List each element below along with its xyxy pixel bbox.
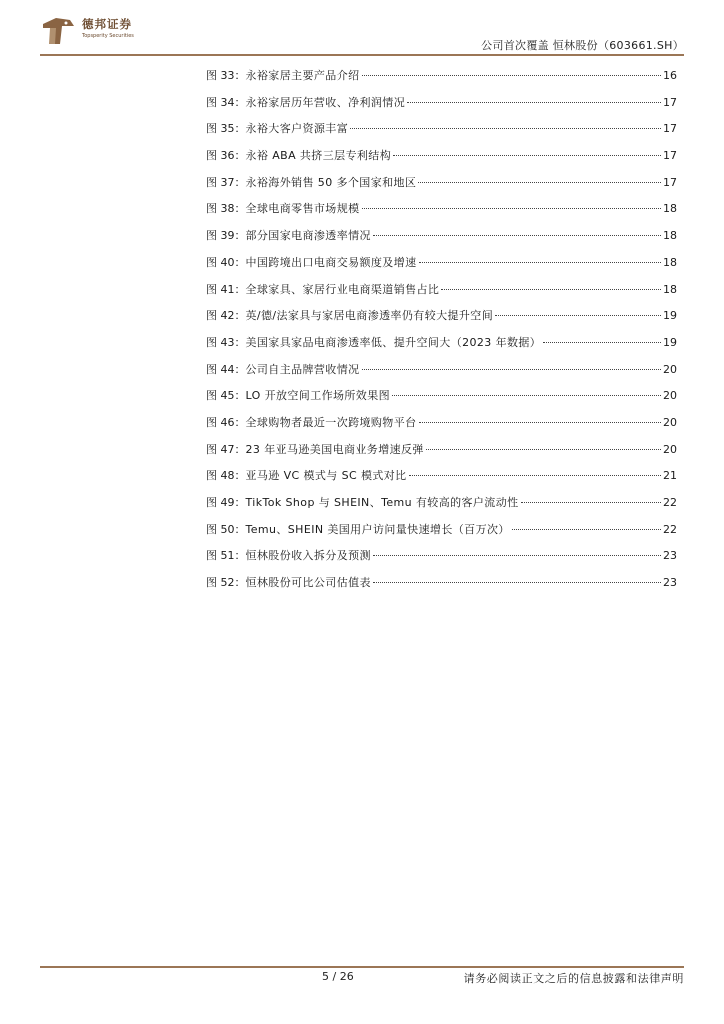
toc-figure-title: TikTok Shop 与 SHEIN、Temu 有较高的客户流动性 — [245, 496, 519, 509]
toc-leader-dots — [362, 198, 662, 209]
toc-leader-dots — [426, 439, 661, 450]
toc-figure-title: LO 开放空间工作场所效果图 — [245, 389, 390, 403]
toc-page-number: 18 — [663, 202, 677, 216]
logo-mark-icon — [40, 14, 78, 48]
toc-page-number: 17 — [663, 149, 677, 163]
toc-figure-label: 图 36： — [206, 149, 246, 163]
toc-figure-title: 23 年亚马逊美国电商业务增速反弹 — [245, 442, 424, 456]
footer-divider — [40, 966, 684, 968]
toc-page-number: 18 — [663, 282, 677, 296]
toc-leader-dots — [441, 279, 661, 290]
toc-figure-label: 图 49： — [206, 496, 246, 509]
toc-entry[interactable] — [206, 119, 677, 146]
toc-figure-title: Temu、SHEIN 美国用户访问量快速增长（百万次） — [245, 522, 510, 536]
toc-figure-title: 恒林股份可比公司估值表 — [245, 576, 371, 590]
toc-entry[interactable] — [206, 413, 677, 440]
toc-leader-dots — [495, 305, 661, 316]
toc-figure-title: 全球电商零售市场规模 — [245, 202, 360, 216]
toc-page-number: 21 — [663, 469, 677, 483]
toc-entry[interactable] — [206, 360, 677, 387]
toc-leader-dots — [373, 572, 661, 583]
report-tag: 公司首次覆盖 恒林股份（603661.SH） — [481, 39, 684, 52]
logo-english-name: Topsperity Securities — [82, 33, 134, 39]
toc-figure-label: 图 51： — [206, 549, 246, 563]
toc-figure-label: 图 34： — [206, 95, 246, 109]
toc-entry[interactable] — [206, 546, 677, 573]
toc-entry[interactable] — [206, 386, 677, 413]
toc-figure-label: 图 42： — [206, 309, 246, 323]
toc-figure-title: 永裕海外销售 50 多个国家和地区 — [245, 175, 417, 189]
toc-entry[interactable] — [206, 333, 677, 360]
toc-entry[interactable] — [206, 93, 677, 120]
toc-figure-title: 美国家具家品电商渗透率低、提升空间大（2023 年数据） — [245, 335, 542, 349]
toc-page-number: 23 — [663, 549, 677, 563]
toc-leader-dots — [419, 412, 662, 423]
toc-figure-label: 图 35： — [206, 122, 246, 136]
toc-page-number: 20 — [663, 362, 677, 376]
toc-leader-dots — [521, 492, 662, 503]
toc-leader-dots — [407, 92, 661, 103]
toc-page-number: 22 — [663, 496, 677, 509]
toc-page-number: 20 — [663, 389, 677, 403]
toc-entry[interactable] — [206, 573, 677, 600]
page-number: 5 / 26 — [322, 970, 354, 983]
toc-figure-title: 全球购物者最近一次跨境购物平台 — [245, 415, 417, 429]
toc-leader-dots — [543, 332, 661, 343]
toc-figure-title: 永裕大客户资源丰富 — [245, 122, 349, 136]
toc-figure-label: 图 50： — [206, 522, 246, 536]
toc-leader-dots — [350, 118, 661, 129]
toc-page-number: 17 — [663, 95, 677, 109]
toc-figure-label: 图 39： — [206, 229, 246, 243]
toc-leader-dots — [362, 359, 662, 370]
toc-figure-label: 图 40： — [206, 255, 246, 269]
logo-chinese-name: 德邦证券 — [82, 17, 132, 31]
toc-leader-dots — [409, 465, 661, 476]
toc-figure-label: 图 52： — [206, 576, 246, 590]
toc-entry[interactable] — [206, 440, 677, 467]
toc-entry[interactable] — [206, 520, 677, 547]
toc-figure-label: 图 48： — [206, 469, 246, 483]
toc-figure-label: 图 46： — [206, 415, 246, 429]
toc-page-number: 23 — [663, 576, 677, 590]
toc-leader-dots — [512, 519, 661, 530]
toc-page-number: 18 — [663, 255, 677, 269]
toc-entry[interactable] — [206, 466, 677, 493]
toc-figure-label: 图 37： — [206, 175, 246, 189]
toc-leader-dots — [418, 172, 661, 183]
toc-page-number: 20 — [663, 442, 677, 456]
toc-entry[interactable] — [206, 493, 677, 520]
toc-figure-label: 图 41： — [206, 282, 246, 296]
toc-page-number: 22 — [663, 522, 677, 536]
toc-figure-title: 部分国家电商渗透率情况 — [245, 229, 371, 243]
toc-entry[interactable] — [206, 66, 677, 93]
toc-leader-dots — [392, 385, 661, 396]
page-header — [0, 0, 724, 60]
toc-figure-label: 图 43： — [206, 335, 246, 349]
toc-figure-title: 全球家具、家居行业电商渠道销售占比 — [245, 282, 440, 296]
toc-page-number: 16 — [663, 69, 677, 82]
toc-figure-label: 图 47： — [206, 442, 246, 456]
toc-page-number: 20 — [663, 415, 677, 429]
toc-figure-title: 公司自主品牌营收情况 — [245, 362, 360, 376]
toc-figure-title: 永裕家居历年营收、净利润情况 — [245, 95, 406, 109]
toc-figure-label: 图 44： — [206, 362, 246, 376]
toc-entry[interactable] — [206, 226, 677, 253]
toc-page-number: 18 — [663, 229, 677, 243]
header-divider — [40, 54, 684, 56]
toc-figure-title: 亚马逊 VC 模式与 SC 模式对比 — [245, 469, 407, 483]
toc-entry[interactable] — [206, 280, 677, 307]
toc-page-number: 19 — [663, 335, 677, 349]
toc-leader-dots — [373, 545, 661, 556]
toc-entry[interactable] — [206, 199, 677, 226]
toc-page-number: 17 — [663, 122, 677, 136]
footer-disclaimer: 请务必阅读正文之后的信息披露和法律声明 — [463, 972, 684, 985]
toc-entry[interactable] — [206, 306, 677, 333]
toc-page-number: 19 — [663, 309, 677, 323]
toc-figure-label: 图 33： — [206, 69, 246, 82]
toc-entry[interactable] — [206, 146, 677, 173]
figure-list — [206, 66, 677, 600]
toc-figure-title: 永裕家居主要产品介绍 — [245, 69, 360, 82]
toc-figure-title: 恒林股份收入拆分及预测 — [245, 549, 371, 563]
toc-figure-title: 永裕 ABA 共挤三层专利结构 — [245, 149, 392, 163]
toc-leader-dots — [419, 252, 662, 263]
toc-leader-dots — [362, 65, 662, 76]
brand-logo — [40, 14, 150, 50]
toc-leader-dots — [393, 145, 661, 156]
toc-page-number: 17 — [663, 175, 677, 189]
toc-figure-title: 中国跨境出口电商交易额度及增速 — [245, 255, 417, 269]
toc-figure-label: 图 38： — [206, 202, 246, 216]
toc-entry[interactable] — [206, 253, 677, 280]
toc-leader-dots — [373, 225, 661, 236]
toc-figure-title: 英/德/法家具与家居电商渗透率仍有较大提升空间 — [245, 309, 494, 323]
toc-figure-label: 图 45： — [206, 389, 246, 403]
toc-entry[interactable] — [206, 173, 677, 200]
